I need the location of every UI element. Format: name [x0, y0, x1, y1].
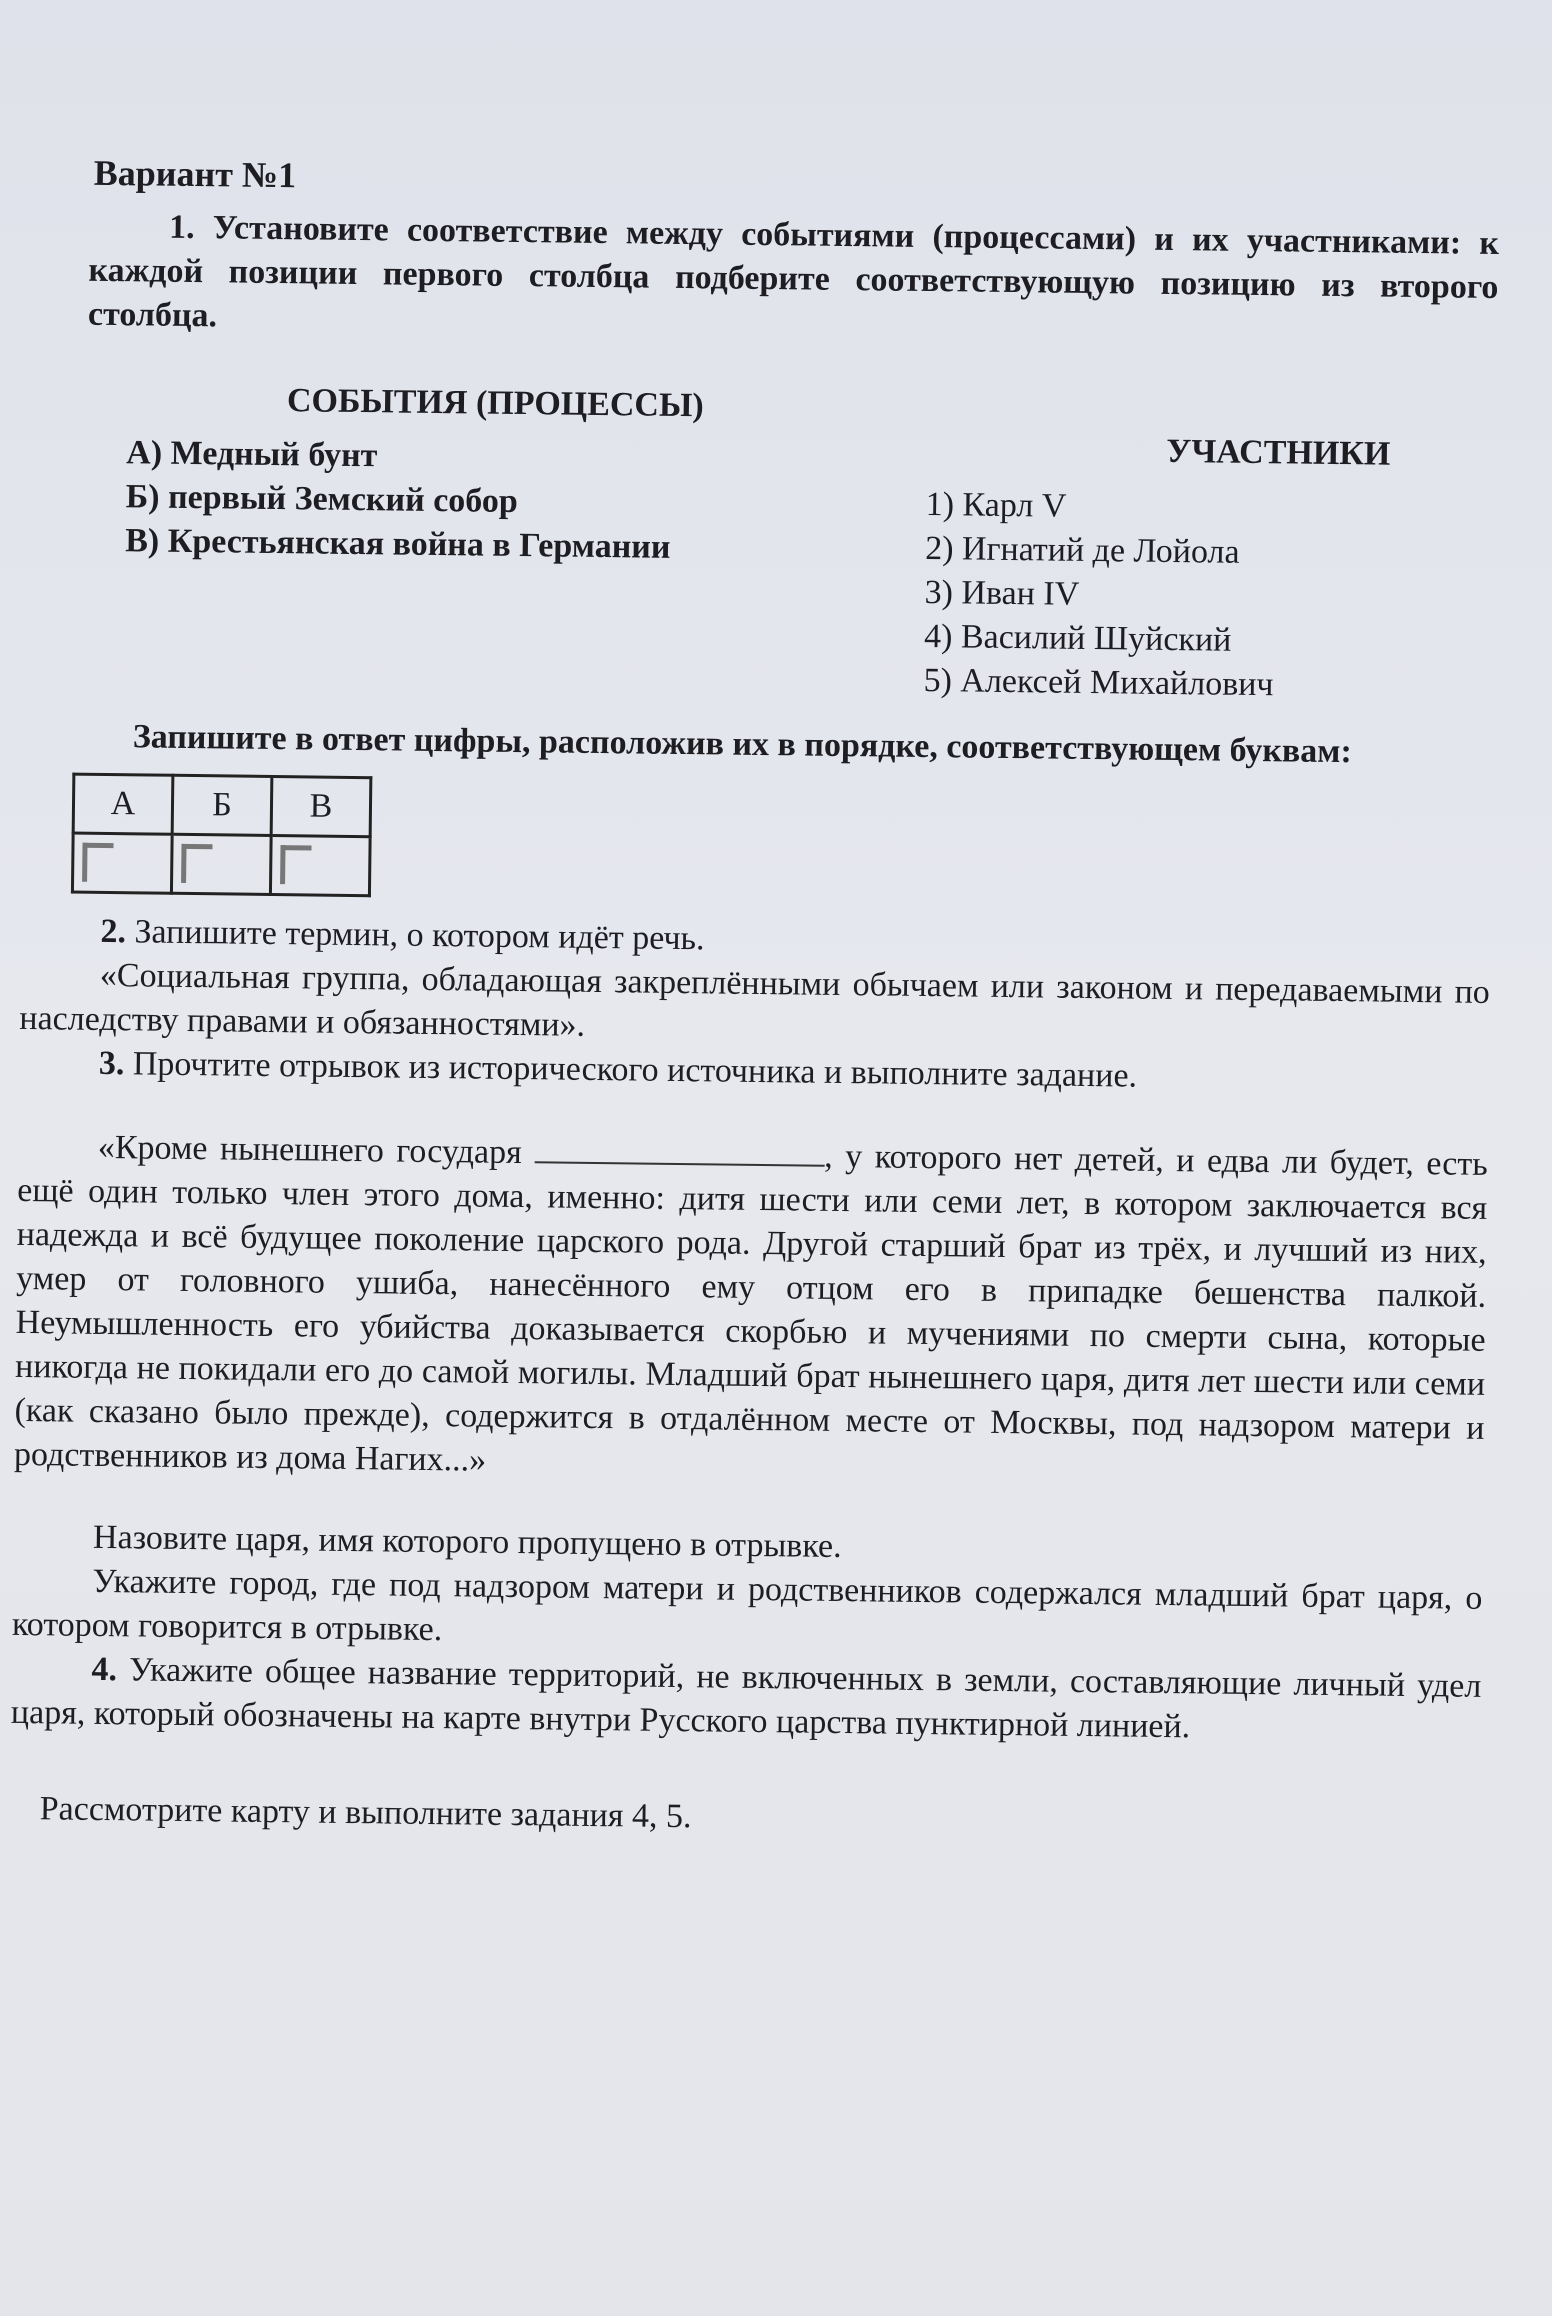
- quote-rest: , у которого нет детей, и едва ли будет, есть ещё один только член этого дома, именно: дитя шести или семи лет, в котором заключается вся надежда и всё будущее поколение царского рода. Другой старший брат из трёх, и лучший из них, умер от головного ушиба, нанесённого ему отцом его в припадке бешенства палкой. Неумышленность его убийства доказывается скорбью и мучениями по смерти сына, которые никогда не покидали его до самой могилы. Младший брат нынешнего царя, дитя лет шести или семи (как сказано было прежде), содержится в отдалённом месте от Москвы, под надзором матери и родственников из дома Нагих...»: [13, 1137, 1488, 1479]
- variant-title: Вариант №1: [93, 152, 297, 196]
- map-instruction: Рассмотрите карту и выполните задания 4, 5.: [39, 1790, 692, 1836]
- events-header: СОБЫТИЯ (ПРОЦЕССЫ): [286, 382, 704, 425]
- answer-cell-v[interactable]: [270, 835, 370, 895]
- task3-question1: Назовите царя, имя которого пропущено в отрывке.: [92, 1518, 842, 1566]
- task2-definition: «Социальная группа, обладающая закреплёнными обычаем или законом и передаваемыми по наследству правами и обязанностями».: [19, 956, 1491, 1044]
- task4-text: Укажите общее название территорий, не включенных в земли, составляющие личный удел царя, который обозначены на карте внутри Русского царства пунктирной линией.: [10, 1651, 1482, 1746]
- matching-columns: [24, 376, 1498, 704]
- answer-cell-b[interactable]: [171, 834, 271, 894]
- missing-name-blank[interactable]: [534, 1131, 824, 1167]
- participant-item-1: 1) Карл V: [925, 485, 1067, 525]
- task2-number: 2.: [100, 912, 127, 951]
- answer-instruction: Запишите в ответ цифры, расположив их в порядке, соответствующем буквам:: [132, 718, 1353, 771]
- event-item-b: Б) первый Земский собор: [125, 478, 518, 520]
- answer-header-row: [73, 774, 371, 837]
- answer-header-a: А: [73, 774, 173, 834]
- task3-instruction-text: Прочтите отрывок из исторического источника и выполните задание.: [132, 1045, 1138, 1095]
- answer-table: [71, 773, 372, 898]
- quote-start: «Кроме нынешнего государя: [97, 1128, 523, 1172]
- participants-column: [923, 427, 1446, 709]
- worksheet-page: [9, 150, 1499, 1849]
- task2-instruction-text: Запишите термин, о котором идёт речь.: [134, 913, 705, 958]
- task1-instruction: [88, 205, 1500, 354]
- participant-item-5: 5) Алексей Михайлович: [923, 661, 1274, 704]
- source-quote: [14, 1125, 1488, 1495]
- task3-number: 3.: [98, 1044, 125, 1083]
- event-item-v: В) Крестьянская война в Германии: [125, 522, 671, 566]
- participant-item-3: 3) Иван IV: [924, 573, 1080, 613]
- cell-corner-mark: [280, 845, 311, 884]
- task3-question2: Укажите город, где под надзором матери и родственников содержался младший брат царя, о котором говорится в отрывке.: [11, 1562, 1483, 1649]
- event-item-a: А) Медный бунт: [126, 434, 378, 475]
- cell-corner-mark: [82, 843, 113, 882]
- task4-number: 4.: [91, 1650, 118, 1689]
- answer-input-row: [72, 833, 370, 896]
- cell-corner-mark: [181, 844, 212, 883]
- task1-text: Установите соответствие между событиями (процессами) и их участниками: к каждой позиции первого столбца подберите соответствующую позицию из второго столбца.: [87, 209, 1500, 335]
- answer-header-b: Б: [172, 775, 272, 835]
- participants-header: УЧАСТНИКИ: [1166, 432, 1391, 473]
- events-column: [125, 377, 887, 572]
- answer-cell-a[interactable]: [72, 833, 172, 893]
- task1-number: 1.: [168, 208, 195, 247]
- participant-item-2: 2) Игнатий де Лойола: [924, 529, 1240, 571]
- answer-header-v: В: [271, 777, 371, 837]
- task4-instruction: [11, 1647, 1482, 1753]
- participant-item-4: 4) Василий Шуйский: [923, 617, 1232, 659]
